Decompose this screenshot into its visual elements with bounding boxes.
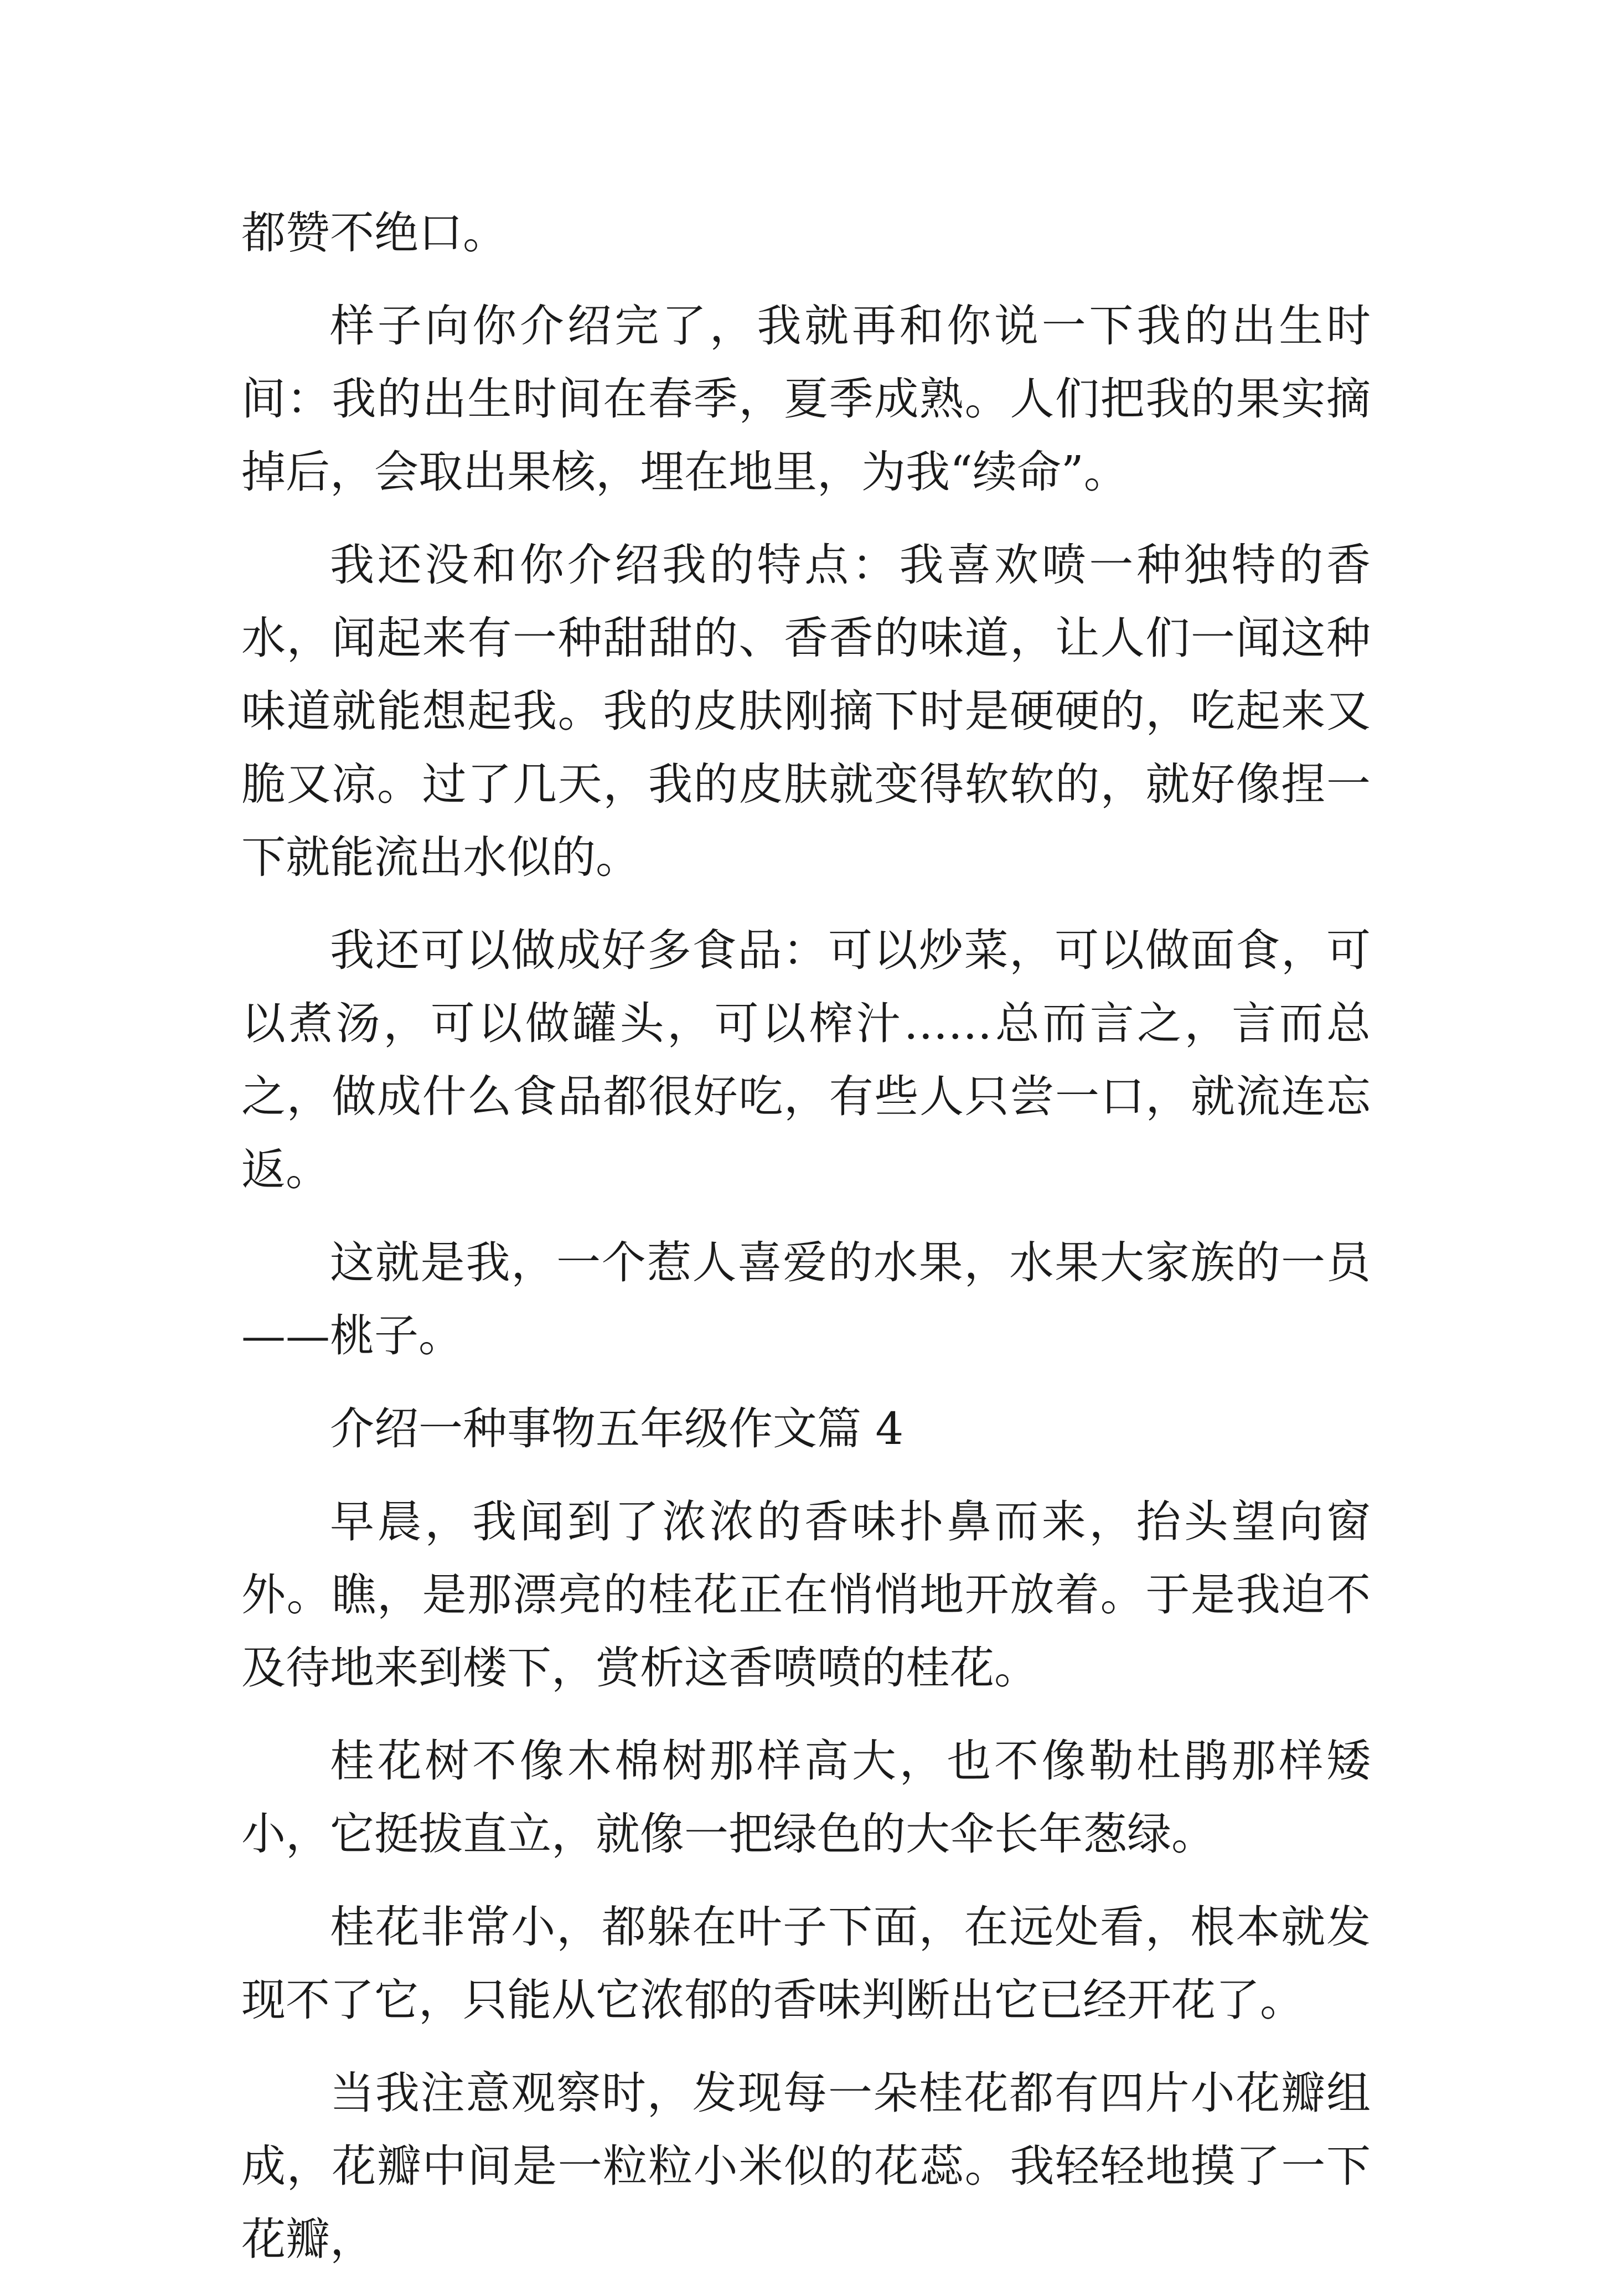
document-body [241,197,1371,2296]
paragraph-continuation: 都赞不绝口。 [241,207,507,259]
paragraph-conclusion: 这就是我，一个惹人喜爱的水果，水果大家族的一员——桃子。 [241,1237,1371,1361]
essay-heading: 介绍一种事物五年级作文篇 4 [330,1403,904,1454]
paragraph-tree: 桂花树不像木棉树那样高大，也不像勒杜鹃那样矮小，它挺拔直立，就像一把绿色的大伞长年葱绿。 [241,1735,1371,1860]
paragraph-observation: 当我注意观察时，发现每一朵桂花都有四片小花瓣组成，花瓣中间是一粒粒小米似的花蕊。我轻轻地摸了一下花瓣， [241,2067,1371,2265]
paragraph-birth-time: 样子向你介绍完了，我就再和你说一下我的出生时间：我的出生时间在春季，夏季成熟。人们把我的果实摘掉后，会取出果核，埋在地里，为我“续命”。 [241,300,1371,498]
paragraph-morning: 早晨，我闻到了浓浓的香味扑鼻而来，抬头望向窗外。瞧，是那漂亮的桂花正在悄悄地开放着。于是我迫不及待地来到楼下，赏析这香喷喷的桂花。 [241,1496,1371,1694]
paragraph-foods: 我还可以做成好多食品：可以炒菜，可以做面食，可以煮汤，可以做罐头，可以榨汁……总而言之，言而总之，做成什么食品都很好吃，有些人只尝一口，就流连忘返。 [241,925,1371,1195]
paragraph-features: 我还没和你介绍我的特点：我喜欢喷一种独特的香水，闻起来有一种甜甜的、香香的味道，让人们一闻这种味道就能想起我。我的皮肤刚摘下时是硬硬的，吃起来又脆又凉。过了几天，我的皮肤就变得软软的，就好像捏一下就能流出水似的。 [241,539,1371,883]
paragraph-flowers: 桂花非常小，都躲在叶子下面，在远处看，根本就发现不了它，只能从它浓郁的香味判断出它已经开花了。 [241,1901,1371,2026]
